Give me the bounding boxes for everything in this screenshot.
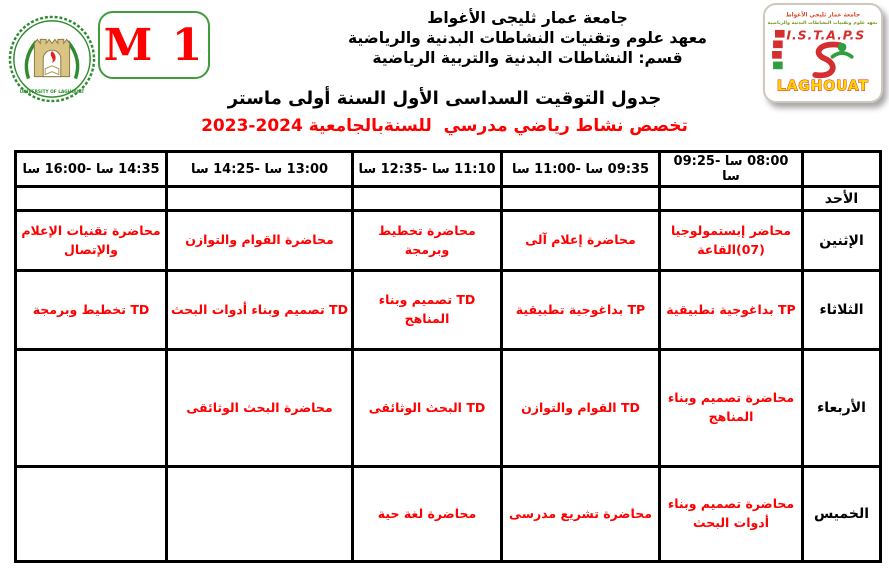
cell-thursday-1435 bbox=[16, 467, 167, 562]
cell-thursday-0800: محاضرة تصميم وبناء أدوات البحث bbox=[660, 467, 803, 562]
cell-monday-1435: محاضرة تقنيات الإعلام والإتصال bbox=[16, 211, 167, 271]
istaps-logo-graphic bbox=[765, 5, 877, 97]
athlete-figure-arms bbox=[833, 53, 852, 57]
athlete-figure-head bbox=[838, 43, 847, 52]
cell-sunday-1300 bbox=[167, 187, 353, 211]
room-line bbox=[663, 241, 799, 260]
time-slot-1300: 13:00 سا -14:25 سا bbox=[167, 152, 353, 187]
day-label-tuesday: الثلاثاء bbox=[803, 271, 881, 350]
group-badge: M 1 bbox=[98, 11, 210, 79]
row-tuesday bbox=[16, 271, 881, 350]
s-swoosh bbox=[815, 44, 840, 75]
row-wednesday bbox=[16, 350, 881, 467]
day-label-monday: الإثنين bbox=[803, 211, 881, 271]
cell-wednesday-0935: TD القوام والتوازن bbox=[502, 350, 660, 467]
room-label: القاعة bbox=[697, 241, 736, 257]
row-sunday bbox=[16, 187, 881, 211]
cell-sunday-0935 bbox=[502, 187, 660, 211]
istaps-top-text-1: جامعة عمار ثليجي الأغواط bbox=[785, 12, 861, 19]
room-number: (07) bbox=[735, 241, 765, 257]
day-label-sunday: الأحد bbox=[803, 187, 881, 211]
time-slot-0800: 08:00 سا -09:25 سا bbox=[660, 152, 803, 187]
day-label-wednesday: الأربعاء bbox=[803, 350, 881, 467]
cell-monday-1300: محاضرة القوام والتوازن bbox=[167, 211, 353, 271]
cell-tuesday-0935: TP بداغوجية تطبيقية bbox=[502, 271, 660, 350]
timetable-grid bbox=[14, 150, 882, 563]
cell-sunday-0800 bbox=[660, 187, 803, 211]
arch-brick-2 bbox=[773, 40, 783, 48]
istaps-top-text-2: معهد علوم وتقنيات النشاطات البدنية والرياضية bbox=[767, 21, 877, 27]
time-slot-1110: 11:10 سا -12:35 سا bbox=[353, 152, 502, 187]
cell-wednesday-1110: TD البحث الوثائقى bbox=[353, 350, 502, 467]
cell-thursday-1300 bbox=[167, 467, 353, 562]
cell-thursday-1110: محاضرة لغة حية bbox=[353, 467, 502, 562]
university-name: جامعة عمار ثليجى الأغواط bbox=[427, 9, 628, 27]
cell-tuesday-1435: TD تخطيط وبرمجة bbox=[16, 271, 167, 350]
schedule-subtitle: تخصص نشاط رياضي مدرسي للسنةبالجامعية 2024-2023 bbox=[201, 116, 688, 136]
cell-wednesday-1300: محاضرة البحث الوثائقى bbox=[167, 350, 353, 467]
department-name: قسم: النشاطات البدنية والتربية الرياضية bbox=[372, 49, 683, 67]
time-header-row bbox=[16, 152, 881, 187]
day-label-thursday: الخميس bbox=[803, 467, 881, 562]
cell-monday-0935: محاضرة إعلام آلى bbox=[502, 211, 660, 271]
cell-monday-0800 bbox=[660, 211, 803, 271]
cell-sunday-1435 bbox=[16, 187, 167, 211]
cell-tuesday-1110: TD تصميم وبناء المناهج bbox=[353, 271, 502, 350]
course-title: محاضر إبستمولوجيا bbox=[670, 222, 791, 238]
cell-wednesday-0800: محاضرة تصميم وبناء المناهج bbox=[660, 350, 803, 467]
schedule-title: جدول التوقيت السداسى الأول السنة أولى ماستر bbox=[227, 88, 662, 109]
cell-monday-1110: محاضرة تخطيط وبرمجة bbox=[353, 211, 502, 271]
time-slot-0935: 09:35 سا -11:00 سا bbox=[502, 152, 660, 187]
arch-brick-4 bbox=[773, 62, 783, 70]
cell-thursday-0935: محاضرة تشريع مدرسى bbox=[502, 467, 660, 562]
istaps-city: LAGHOUAT bbox=[776, 78, 869, 95]
arch-brick-1 bbox=[775, 30, 785, 38]
cell-tuesday-0800: TP بداغوجية تطبيقية bbox=[660, 271, 803, 350]
cell-wednesday-1435 bbox=[16, 350, 167, 467]
cell-tuesday-1300: TD تصميم وبناء أدوات البحث bbox=[167, 271, 353, 350]
institute-name: معهد علوم وتقنيات النشاطات البدنية والرياضية bbox=[348, 29, 707, 47]
istaps-acronym: I.S.T.A.P.S bbox=[786, 27, 866, 43]
corner-cell bbox=[803, 152, 881, 187]
row-thursday bbox=[16, 467, 881, 562]
cell-sunday-1110 bbox=[353, 187, 502, 211]
time-slot-1435: 14:35 سا -16:00 سا bbox=[16, 152, 167, 187]
row-monday bbox=[16, 211, 881, 271]
seal-caption: UNIVERSITY OF LAGHOUAT bbox=[19, 90, 85, 96]
arch-brick-3 bbox=[772, 51, 782, 59]
